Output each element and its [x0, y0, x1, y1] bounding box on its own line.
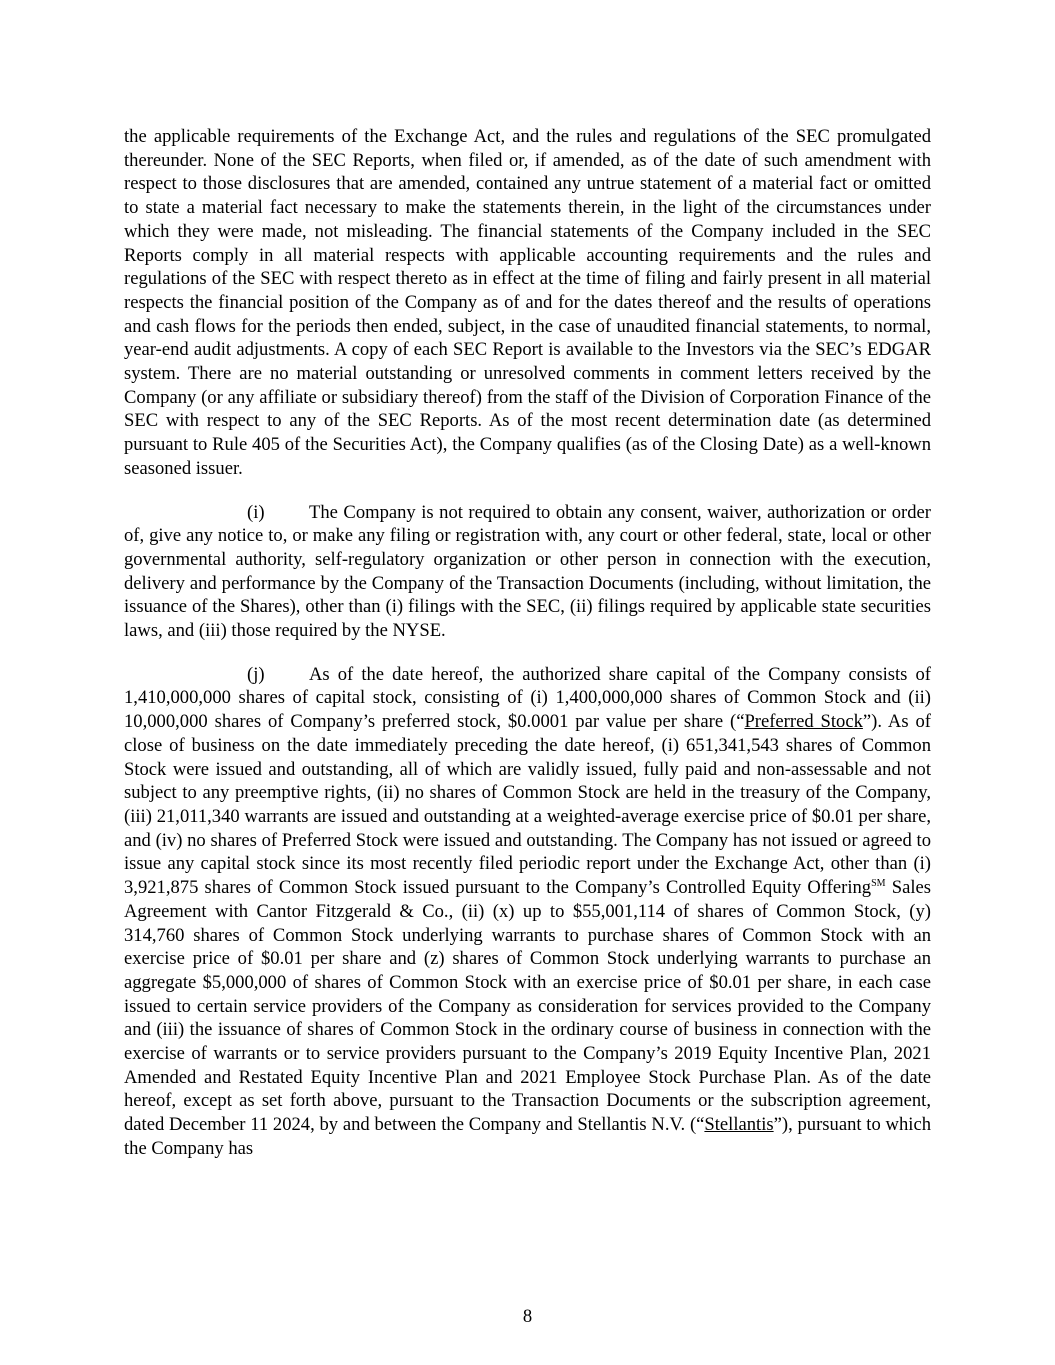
- paragraph-j-text-3: Sales Agreement with Cantor Fitzgerald & Co., (ii) (x) up to $55,001,114 of shares of Common Stock, (y) 314,760 shares of Common Stock underlying warrants to purchase shares of Common Stock with an exercise price of $0.01 per share and (z) shares of Common Stock underlying warrants to purchase an aggregate $5,000,000 of shares of Common Stock with an exercise price of $0.01 per share, in each case issued to certain service providers of the Company as consideration for services provided to the Company and (iii) the issuance of shares of Common Stock in the ordinary course of business in connection with the exercise of warrants or to service providers pursuant to the Company’s 2019 Equity Incentive Plan, 2021 Amended and Restated Equity Incentive Plan and 2021 Employee Stock Purchase Plan. As of the date hereof, except as set forth above, pursuant to the Transaction Documents or the subscription agreement, dated December 11 2024, by and between the Company and Stellantis N.V. (“: [124, 877, 931, 1136]
- paragraph-h-continuation: the applicable requirements of the Exchange Act, and the rules and regulations of the SEC promulgated thereunder. None of the SEC Reports, when filed or, if amended, as of the date of such amendment with respect to those disclosures that are amended, contained any untrue statement of a material fact or omitted to state a material fact necessary to make the statements therein, in the light of the circumstances under which they were made, not misleading. The financial statements of the Company included in the SEC Reports comply in all material respects with applicable accounting requirements and the rules and regulations of the SEC with respect thereto as in effect at the time of filing and fairly present in all material respects the financial position of the Company as of and for the dates thereof and the results of operations and cash flows for the periods then ended, subject, in the case of unaudited financial statements, to normal, year-end audit adjustments. A copy of each SEC Report is available to the Investors via the SEC’s EDGAR system. There are no material outstanding or unresolved comments in comment letters received by the Company (or any affiliate or subsidiary thereof) from the staff of the Division of Corporation Finance of the SEC with respect to any of the SEC Reports. As of the most recent determination date (as determined pursuant to Rule 405 of the Securities Act), the Company qualifies (as of the Closing Date) as a well-known seasoned issuer.: [124, 126, 931, 479]
- defined-term-stellantis: Stellantis: [704, 1114, 774, 1136]
- paragraph-j-text-2: ”). As of close of business on the date immediately preceding the date hereof, (i) 651,341,543 shares of Common Stock were issued and outstanding, all of which are validly issued, fully paid and non-assessable and not subject to any preemptive rights, (ii) no shares of Common Stock are held in the treasury of the Company, (iii) 21,011,340 warrants are issued and outstanding at a weighted-average exercise price of $0.01 per share, and (iv) no shares of Preferred Stock were issued and outstanding. The Company has not issued or agreed to issue any capital stock since its most recently filed periodic report under the Exchange Act, other than (i) 3,921,875 shares of Common Stock issued pursuant to the Company’s Controlled Equity Offering: [124, 711, 931, 899]
- paragraph-i: [124, 501, 931, 643]
- service-mark-superscript: SM: [871, 878, 886, 890]
- paragraph-j-text-1: As of the date hereof, the authorized share capital of the Company consists of 1,410,000,000 shares of capital stock, consisting of (i) 1,400,000,000 shares of Common Stock and (ii) 10,000,000 shares of Company’s preferred stock, $0.0001 par value per share (“: [124, 663, 931, 733]
- paragraph-j-text-4: ”), pursuant to which the Company has: [124, 1114, 931, 1159]
- paragraph-i-text: The Company is not required to obtain any consent, waiver, authorization or order of, give any notice to, or make any filing or registration with, any court or other federal, state, local or other governmental authority, self-regulatory organization or other person in connection with the execution, delivery and performance by the Company of the Transaction Documents (including, without limitation, the issuance of the Shares), other than (i) filings with the SEC, (ii) filings required by applicable state securities laws, and (iii) those required by the NYSE.: [124, 501, 931, 642]
- paragraph-j-label: (j): [247, 663, 265, 685]
- document-page: [124, 125, 931, 1161]
- paragraph-j: [124, 663, 931, 1161]
- page-number: 8: [522, 1306, 533, 1327]
- defined-term-preferred-stock: Preferred Stock: [744, 711, 863, 733]
- paragraph-i-label: (i): [247, 501, 265, 523]
